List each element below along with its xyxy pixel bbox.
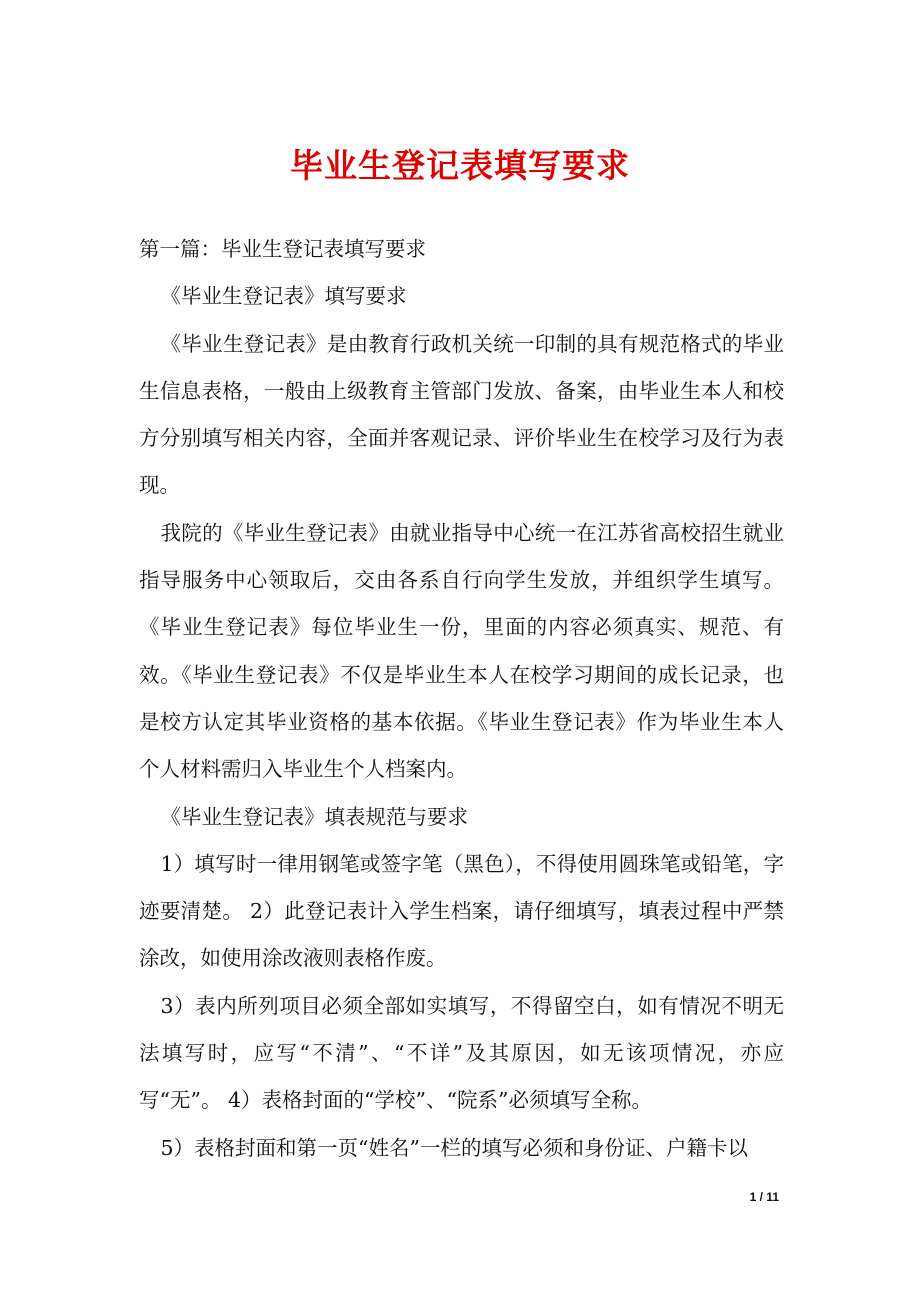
document-body bbox=[139, 226, 784, 1172]
rule-paragraph: 5）表格封面和第一页“姓名”一栏的填写必须和身份证、户籍卡以 bbox=[160, 1135, 749, 1160]
body-paragraph: 《毕业生登记表》是由教育行政机关统一印制的具有规范格式的毕业生信息表格，一般由上级教育主管部门发放、备案，由毕业生本人和校方分别填写相关内容，全面并客观记录、评价毕业生在校学习及行为表现。 bbox=[139, 331, 784, 498]
section-heading: 第一篇：毕业生登记表填写要求 bbox=[139, 237, 426, 261]
page-number: 1 / 11 bbox=[749, 1190, 779, 1204]
body-paragraph: 我院的《毕业生登记表》由就业指导中心统一在江苏省高校招生就业指导服务中心领取后，交由各系自行向学生发放，并组织学生填写。《毕业生登记表》每位毕业生一份，里面的内容必须真实、规范、有效。《毕业生登记表》不仅是毕业生本人在校学习期间的成长记录，也是校方认定其毕业资格的基本依据。《毕业生登记表》作为毕业生本人个人材料需归入毕业生个人档案内。 bbox=[139, 520, 784, 782]
rule-paragraph: 3）表内所列项目必须全部如实填写，不得留空白，如有情况不明无法填写时，应写“不清”、“不详”及其原因，如无该项情况，亦应写“无”。 4）表格封面的“学校”、“院系”必须填写全称。 bbox=[139, 993, 784, 1113]
subheading: 《毕业生登记表》填表规范与要求 bbox=[160, 804, 469, 829]
subheading: 《毕业生登记表》填写要求 bbox=[160, 284, 407, 309]
rule-paragraph: 1）填写时一律用钢笔或签字笔（黑色），不得使用圆珠笔或铅笔，字迹要清楚。 2）此登记表计入学生档案，请仔细填写，填表过程中严禁涂改，如使用涂改液则表格作废。 bbox=[139, 851, 784, 971]
document-title: 毕业生登记表填写要求 bbox=[290, 146, 630, 185]
